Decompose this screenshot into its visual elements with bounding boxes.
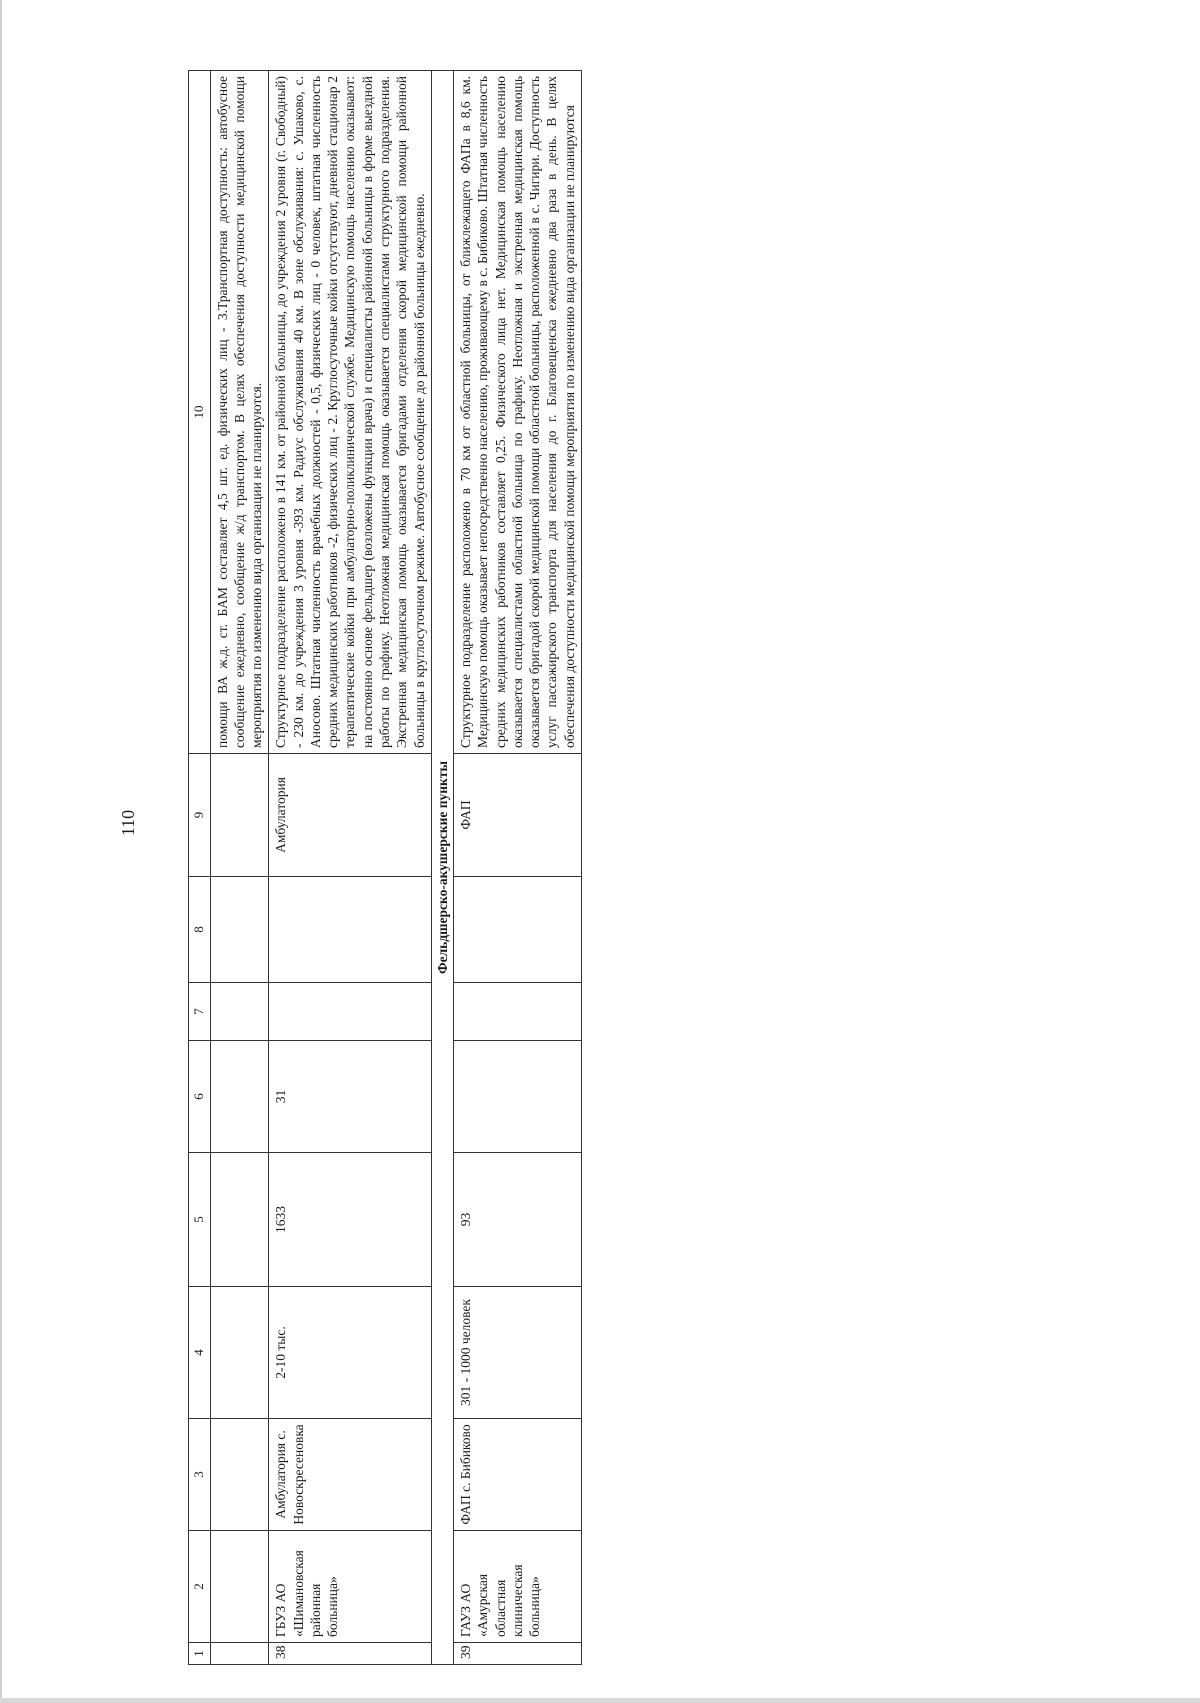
header-cell: 8 (189, 877, 211, 983)
data-table (188, 70, 582, 1665)
population-group-cell: 301 - 1000 человек (454, 1287, 582, 1419)
continuation-description: помощи ВА ж.д. ст. БАМ составляет 4,5 шт. ед. физических лиц - 3.Транспортная доступность: автобусное сообщение ежедневно, сообщение ж/д транспортом. В целях обеспечения доступности медицинской помощи мероприятия по изменению вида организации не планируются. (210, 71, 269, 754)
col7-cell (454, 983, 582, 1041)
table-row (269, 71, 431, 1665)
header-cell: 4 (189, 1287, 211, 1419)
col8-cell (269, 877, 431, 983)
continuation-row (210, 71, 269, 1665)
section-title: Фельдшерско-акушерские пункты (431, 71, 453, 1665)
scan-edge-left (0, 0, 2, 1703)
col7-cell (269, 983, 431, 1041)
population-group-cell: 2-10 тыс. (269, 1287, 431, 1419)
description-cell: Структурное подразделение расположено в 70 км от областной больницы, от ближлежащего ФАПа в 8,6 км. Медицинскую помощь оказывает непосредственно населению, проживающему в с. Бибиково. Штатная численность средних медицинских работников составляет 0,25. Физического лица нет. Медицинская помощь населению оказывается специалистами областной больница по графику. Неотложная и экстренная медицинская помощь оказывается бригадой скорой медицинской помощи областной больницы, расположенной в с. Чигири. Доступность услуг пассажирского транспорта для населения до г. Благовещенска ежедневно два раза в день. В целях обеспечения доступности медицинской помощи мероприятия по изменению вида организации не планируются (454, 71, 582, 754)
header-cell: 7 (189, 983, 211, 1041)
type-cell: ФАП (454, 754, 582, 877)
header-cell: 6 (189, 1041, 211, 1153)
header-cell: 5 (189, 1153, 211, 1287)
unit-cell: Амбулатория с. Новоскресеновка (269, 1419, 431, 1531)
header-row (189, 71, 211, 1665)
population-cell: 1633 (269, 1153, 431, 1287)
description-cell: Структурное подразделение расположено в 141 км. от районной больницы, до учреждения 2 уровня (г. Свободный) - 230 км. до учреждения 3 уровня -393 км. Радиус обслуживания 40 км. В зоне обслуживания: с. Ушаково, с. Аносово. Штатная численность врачебных должностей - 0,5, физических лиц - 0 человек, штатная численность средних медицинских работников -2, физических лиц - 2. Круглосуточные койки отсутствуют, дневной стационар 2 терапевтические койки при амбулаторно-поликлинической службе. Медицинскую помощь населению оказывают: на постоянно основе фельдшер (возложены функции врача) и специалисты районной больницы в форме выездной работы по графику. Неотложная медицинская помощь оказывается специалистами структурного подразделения. Экстренная медицинская помощь оказывается бригадами отделения скорой медицинской помощи районной больницы в круглосуточном режиме. Автобусное сообщение до районной больницы ежедневно. (269, 71, 431, 754)
organization-cell: ГАУЗ АО «Амурская областная клиническая больница» (454, 1531, 582, 1643)
row-number: 38 (269, 1643, 431, 1665)
page-number: 110 (118, 809, 138, 837)
table-row (454, 71, 582, 1665)
header-cell: 10 (189, 71, 211, 754)
scan-edge-bottom (0, 1698, 1200, 1703)
unit-cell: ФАП с. Бибиково (454, 1419, 582, 1531)
header-cell: 9 (189, 754, 211, 877)
population-cell: 93 (454, 1153, 582, 1287)
row-number: 39 (454, 1643, 582, 1665)
header-cell: 3 (189, 1419, 211, 1531)
header-cell: 2 (189, 1531, 211, 1643)
col8-cell (454, 877, 582, 983)
rotated-document (188, 70, 1083, 1665)
section-row (431, 71, 453, 1665)
col6-cell (454, 1041, 582, 1153)
header-cell: 1 (189, 1643, 211, 1665)
type-cell: Амбулатория (269, 754, 431, 877)
organization-cell: ГБУЗ АО «Шимановская районная больница» (269, 1531, 431, 1643)
col6-cell: 31 (269, 1041, 431, 1153)
